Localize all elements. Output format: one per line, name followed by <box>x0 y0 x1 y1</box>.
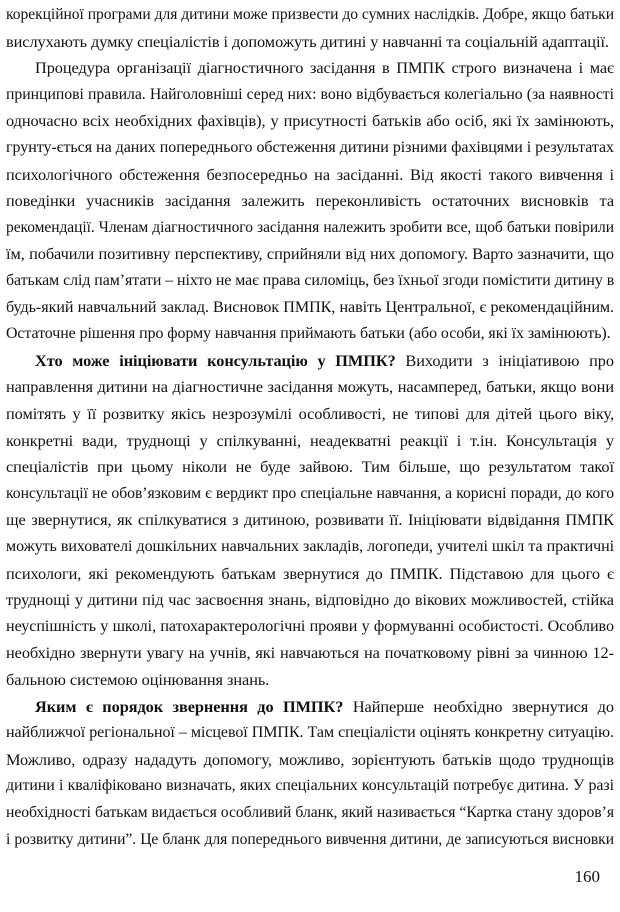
bold-heading: Яким є порядок звернення до ПМПК? <box>35 696 344 716</box>
text-line: рекомендації. Членам діагностичного засідання належить зробити все, щоб батьки повірили <box>6 218 614 236</box>
text-line: неуспішність у школі, патохарактерологічні прояви у формуванні особистості. Особливо <box>6 617 614 635</box>
text-line: Можливо, одразу нададуть допомогу, можливо, зорієнтують батьків щодо труднощів <box>6 749 614 769</box>
text-line: корекційної програми для дитини може призвести до сумних наслідків. Добре, якщо батьки <box>6 6 614 23</box>
text-line: конкретні вади, труднощі у спілкуванні, неадекватні реакції і т.ін. Консультація у <box>6 430 614 450</box>
text-line: одночасно всіх необхідних фахівців), у присутності батьків або осіб, які їх замінюють, <box>6 111 614 131</box>
text-line: принципові правила. Найголовніші серед них: воно відбувається колегіально (за наявності <box>6 85 614 103</box>
paragraph-first-line <box>6 348 614 375</box>
text-line: дитини і кваліфіковано визначать, яких спеціальних консультацій потребує дитина. У разі <box>6 777 614 795</box>
text-line: психологічного обстеження безпосередньо на засіданні. Від якості такого вивчення і <box>6 164 614 184</box>
text-line: помітять у її розвитку якісь незрозумілі особливості, не типові для дітей цього віку, <box>6 404 614 423</box>
text-span: Виходити з ініціативою про <box>395 350 614 370</box>
text-line: спеціалістів при цьому ніколи не буде зайвою. Тим більше, що результатом такої <box>6 457 614 477</box>
text-line: їм, побачили позитивну перспективу, сприйняли від них допомогу. Варто зазначити, що <box>6 244 614 264</box>
page-number: 160 <box>574 867 600 886</box>
text-line: батькам слід пам’ятати – ніхто не має права силоміць, без їхньої згоди помістити дитину в <box>6 272 615 289</box>
text-line: можуть вихователі дошкільних навчальних закладів, логопеди, учителі шкіл та практичні <box>6 538 614 555</box>
text-line: найближчої регіональної – місцевої ПМПК. Там спеціалісти оцінять конкретну ситуацію. <box>6 724 614 742</box>
text-line: труднощі у дитини під час засвоєння знань, відповідно до вікових можливостей, стійка <box>6 590 614 610</box>
text-span: Найперше необхідно звернутися до <box>343 696 614 716</box>
text-line: бальною системою оцінювання знань. <box>6 670 270 689</box>
text-line: необхідності батькам видається особливий бланк, який називається “Картка стану здоров’я <box>6 804 614 821</box>
bold-heading: Хто може ініціювати консультацію у ПМПК? <box>35 350 396 370</box>
text-line: вислухають думку спеціалістів і допоможуть дитині у навчанні та соціальній адаптації. <box>6 31 609 51</box>
paragraph-first-line <box>6 694 614 721</box>
text-line: консультації не обов’язковим є вердикт про спеціальне навчання, а корисні поради, до кого <box>6 484 614 502</box>
text-line: направлення дитини на діагностичне засідання можуть, насамперед, батьки, якщо вони <box>6 377 614 397</box>
text-line: і розвитку дитини”. Це бланк для попереднього вивчення дитини, де записуються висновки <box>6 830 614 848</box>
text-line: будь-який навчальний заклад. Висновок ПМПК, навіть Центральної, є рекомендаційним. <box>6 298 614 316</box>
text-line: грунту-ється на даних попереднього обстеження дитини різними фахівцями і результатах <box>6 139 614 156</box>
text-line: ще звернутися, як спілкуватися з дитиною, розвивати її. Ініціювати відвідання ПМПК <box>6 510 614 530</box>
text-line: необхідно звернути увагу на учнів, які навчаються на початковому рівні за чинною 12- <box>6 643 614 663</box>
paragraph-first-line: Процедура організації діагностичного засідання в ПМПК строго визначена і має <box>35 58 614 78</box>
text-line: Остаточне рішення про форму навчання приймають батьки (або особи, які їх замінюють). <box>6 325 611 343</box>
text-line: поведінки учасників засідання залежить переконливість остаточних висновків та <box>6 191 614 211</box>
text-line: психологи, які рекомендують батькам звернутися до ПМПК. Підставою для цього є <box>6 563 614 583</box>
